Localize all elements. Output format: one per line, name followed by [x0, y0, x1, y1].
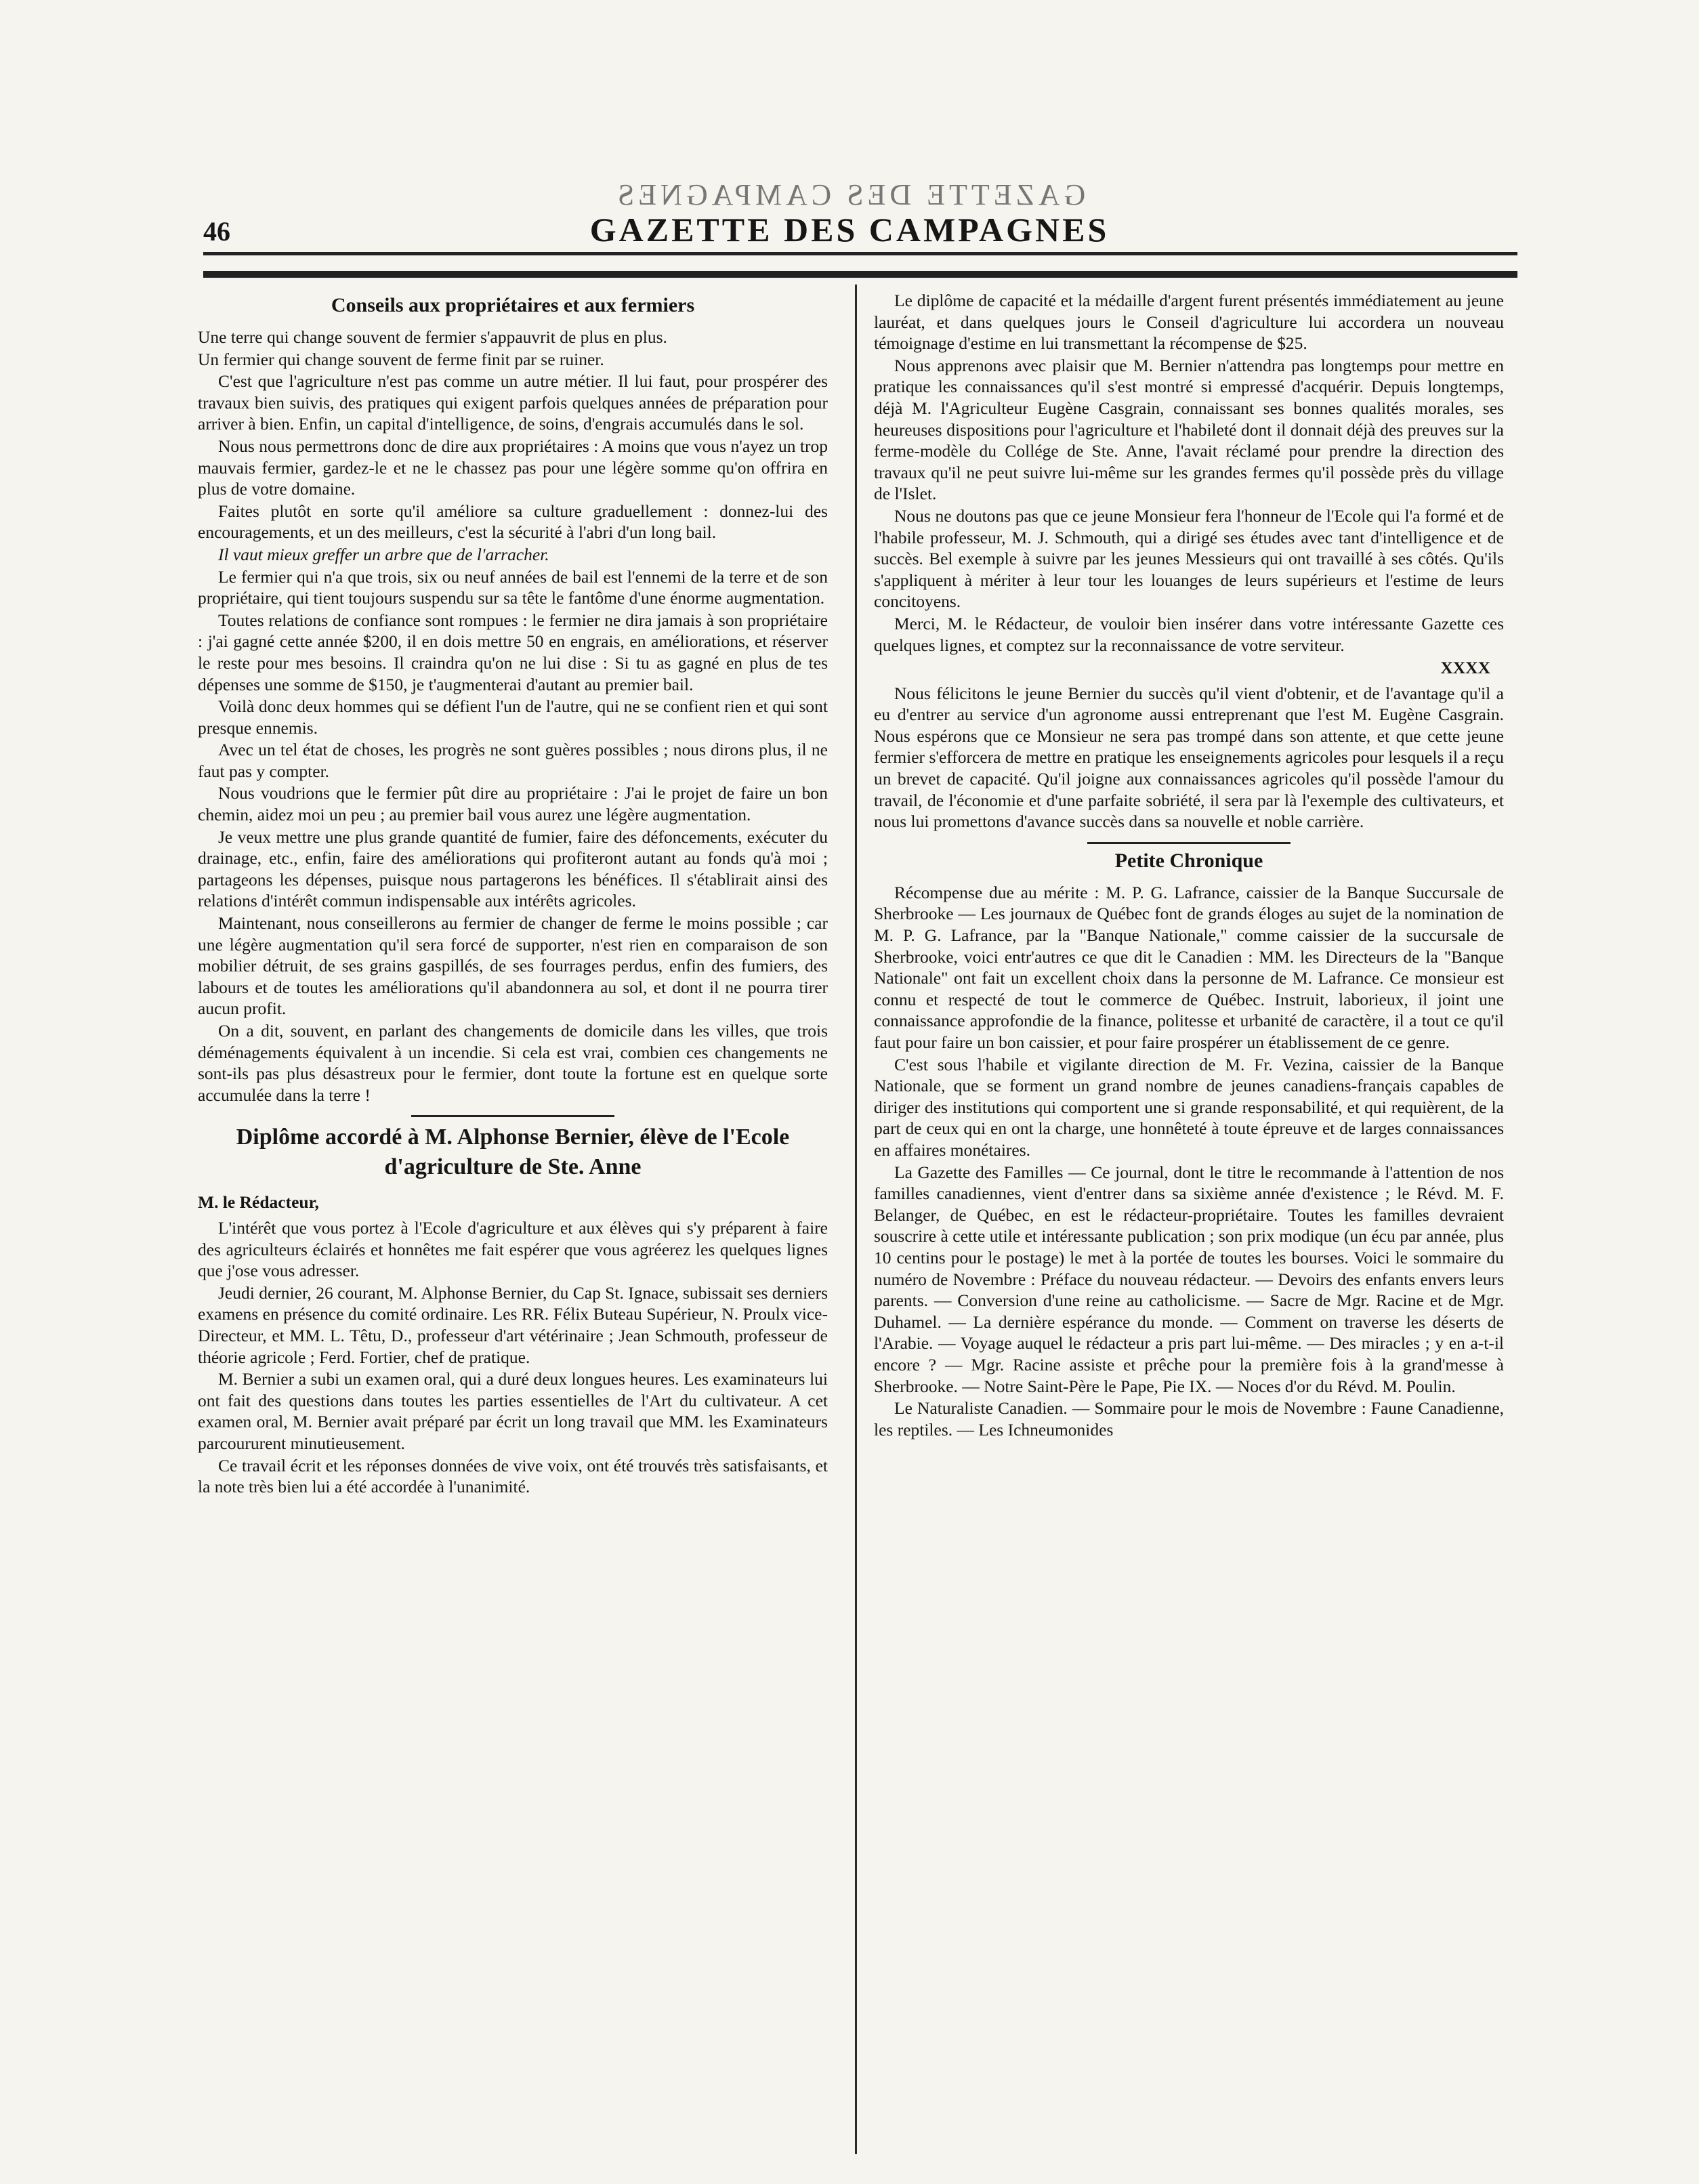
- paragraph: Jeudi dernier, 26 courant, M. Alphonse Bernier, du Cap St. Ignace, subissait ses derniers examens en présence du comité ordinaire. Les RR. Félix Buteau Supérieur, N. Proulx vice-Directeur, et MM. L. Têtu, D., professeur d'art vétérinaire ; Jean Schmouth, professeur de théorie agricole ; Ferd. Fortier, chef de pratique.: [198, 1282, 828, 1367]
- paragraph: Nous apprenons avec plaisir que M. Bernier n'attendra pas longtemps pour mettre en pratique les connaissances qu'il s'est montré si empressé d'acquérir. Depuis longtemps, déjà M. l'Agriculteur Eugène Casgrain, connaissant ses bonnes qualités morales, ses heureuses dispositions pour l'agriculture et l'habileté dont il donnait déjà des preuves sur la ferme-modèle du Collége de Ste. Anne, l'avait réclamé pour prendre la direction des travaux qu'il ne peut suivre lui-même sur les grandes fermes qu'il possède près du village de l'Islet.: [874, 355, 1504, 504]
- paragraph: Un fermier qui change souvent de ferme finit par se ruiner.: [198, 349, 604, 369]
- paragraph: Merci, M. le Rédacteur, de vouloir bien insérer dans votre intéressante Gazette ces quelques lignes, et comptez sur la reconnaissance de votre serviteur.: [874, 613, 1504, 655]
- article-title-diplome: Diplôme accordé à M. Alphonse Bernier, élève de l'Ecole d'agriculture de Ste. Anne: [236, 1125, 790, 1180]
- paragraph: Nous ne doutons pas que ce jeune Monsieur fera l'honneur de l'Ecole qui l'a formé et de l'habile professeur, M. J. Schmouth, qui a dirigé ses études avec tant d'intelligence et de succès. Bel exemple à suivre par les jeunes Messieurs qui ont travaillé à ses côtés. Qu'ils s'appliquent à mériter à leur tour les louanges de leurs supérieurs et l'estime de leurs concitoyens.: [874, 505, 1504, 612]
- paragraph: La Gazette des Familles — Ce journal, dont le titre le recommande à l'attention de nos familles canadiennes, vient d'entrer dans sa sixième année d'existence ; le Révd. M. F. Belanger, de Québec, en est le rédacteur-propriétaire. Toutes les familles devraient souscrire à cette utile et intéressante publication ; son prix modique (un écu par année, plus 10 centins pour le postage) le met à la portée de toutes les bourses. Voici le sommaire du numéro de Novembre : Préface du nouveau rédacteur. — Devoirs des enfants envers leurs parents. — Conversion d'une reine au catholicisme. — Sacre de Mgr. Racine et de Mgr. Duhamel. — La dernière espérance du monde. — Comment on traverse les déserts de l'Arabie. — Voyage auquel le rédacteur a pris part lui-même. — Des miracles ; y en a-t-il encore ? — Mgr. Racine assiste et prêche pour la première fois à la grand'messe à Sherbrooke. — Notre Saint-Père le Pape, Pie IX. — Noces d'or du Révd. M. Poulin.: [874, 1162, 1504, 1396]
- paragraph: Le fermier qui n'a que trois, six ou neuf années de bail est l'ennemi de la terre et de son propriétaire, qui tient toujours suspendu sur sa tête le fantôme d'une énorme augmentation.: [198, 566, 828, 608]
- masthead-title: GAZETTE DES CAMPAGNES: [589, 211, 1110, 249]
- editorial-note: Nous félicitons le jeune Bernier du succès qu'il vient d'obtenir, et de l'avantage qu'il a eu d'entrer au service d'un agronome aussi entreprenant que l'est M. Eugène Casgrain. Nous espérons que ce Monsieur ne sera pas trompé dans son attente, et que cette jeune fermier s'efforcera de mettre en pratique les enseignements agricoles pour lesquels il a reçu un brevet de capacité. Qu'il joigne aux connaissances agricoles qu'il possède l'amour du travail, de l'économie et d'une parfaite sobriété, il sera par là l'exemple des cultivateurs, et nous lui promettons d'avance succès dans sa nouvelle et noble carrière.: [874, 683, 1504, 832]
- paragraph: Ce travail écrit et les réponses données de vive voix, ont été trouvés très satisfaisants, et la note très bien lui a été accordée à l'unanimité.: [198, 1455, 828, 1497]
- page-number: 46: [203, 216, 230, 247]
- bleed-through-title: GAZETTE DES CAMPAGNES: [613, 178, 1086, 211]
- header-double-rule: [203, 271, 1517, 278]
- paragraph: Maintenant, nous conseillerons au fermier de changer de ferme le moins possible ; car une légère augmentation qu'il sera forcé de supporter, n'est rien en comparaison de son mobilier détruit, de ses grains gaspillés, de ses fourrages perdus, enfin des fumiers, des labours et de toutes les améliorations qu'il abandonnera au sol, et dont il ne pourra tirer aucun profit.: [198, 913, 828, 1019]
- paragraph: C'est sous l'habile et vigilante direction de M. Fr. Vezina, caissier de la Banque Nationale, que se forment un grand nombre de jeunes canadiens-français capables de diriger des institutions qui comportent une si grande responsabilité, et qui requièrent, de la part de ceux qui en ont la charge, une honnêteté à toute épreuve et de larges connaissances en affaires monétaires.: [874, 1054, 1504, 1160]
- right-column: [874, 290, 1504, 2146]
- article-title-conseils: Conseils aux propriétaires et aux fermiers: [331, 294, 695, 316]
- paragraph: Nous nous permettrons donc de dire aux propriétaires : A moins que vous n'ayez un trop mauvais fermier, gardez-le et ne le chassez pas pour une légère somme qu'on offrira en plus de votre domaine.: [198, 436, 828, 499]
- paragraph: Nous voudrions que le fermier pût dire au propriétaire : J'ai le projet de faire un bon chemin, aidez moi un peu ; au premier bail vous aurez une légère augmentation.: [198, 783, 828, 825]
- paragraph: Le Naturaliste Canadien. — Sommaire pour le mois de Novembre : Faune Canadienne, les reptiles. — Les Ichneumonides: [874, 1398, 1504, 1440]
- section-rule: [411, 1115, 614, 1117]
- paragraph: Une terre qui change souvent de fermier s'appauvrit de plus en plus.: [198, 327, 667, 347]
- paragraph: Le diplôme de capacité et la médaille d'argent furent présentés immédiatement au jeune lauréat, et dans quelques jours le Conseil d'agriculture lui accordera un nouveau témoignage d'estime en lui transmettant la récompense de $25.: [874, 291, 1504, 354]
- paragraph: Faites plutôt en sorte qu'il améliore sa culture graduellement : donnez-lui des encouragements, et un des meilleurs, c'est la sécurité à l'abri d'un long bail.: [198, 501, 828, 543]
- salutation: M. le Rédacteur,: [198, 1192, 319, 1213]
- paragraph: Voilà donc deux hommes qui se défient l'un de l'autre, qui ne se confient rien et qui sont presque ennemis.: [198, 696, 828, 738]
- paragraph: L'intérêt que vous portez à l'Ecole d'agriculture et aux élèves qui s'y préparent à faire des agriculteurs éclairés et honnêtes me fait espérer que vous agréerez les quelques lignes que j'ose vous adresser.: [198, 1217, 828, 1281]
- paragraph: Je veux mettre une plus grande quantité de fumier, faire des défoncements, exécuter du drainage, etc., enfin, faire des améliorations qui profiteront autant au fonds qu'à moi ; partageons les dépenses, puisque nous partagerons les bénéfices. Il s'établirait ainsi des relations d'intérêt commun indispensable aux intérêts agricoles.: [198, 826, 828, 911]
- left-column: [198, 290, 828, 2146]
- section-title-chronique: Petite Chronique: [1114, 849, 1263, 872]
- paragraph: Toutes relations de confiance sont rompues : le fermier ne dira jamais à son propriétaire : j'ai gagné cette année $200, il en dois mettre 50 en engrais, en améliorations, et réserver le reste pour mes besoins. Il craindra qu'on ne lui dise : Si tu as gagné en plus de tes dépenses une somme de $150, je t'augmenterai d'autant au premier bail.: [198, 610, 828, 694]
- paragraph: On a dit, souvent, en parlant des changements de domicile dans les villes, que trois déménagements équivalent à un incendie. Si cela est vrai, combien ces changements ne sont-ils pas plus désastreux pour le fermier, dont toute la fortune est en quelque sorte accumulée dans la terre !: [198, 1021, 828, 1105]
- paragraph: C'est que l'agriculture n'est pas comme un autre métier. Il lui faut, pour prospérer des travaux bien suivis, des pratiques qui exigent parfois quelques années de préparation pour arriver à bien. Enfin, un capital d'intelligence, de soins, d'engrais accumulés dans le sol.: [198, 371, 828, 434]
- paragraph: Il vaut mieux greffer un arbre que de l'arracher.: [218, 544, 549, 564]
- paragraph: Récompense due au mérite : M. P. G. Lafrance, caissier de la Banque Succursale de Sherbrooke — Les journaux de Québec font de grands éloges au sujet de la nomination de M. P. G. Lafrance, par la "Banque Nationale," comme caissier de la succursale de Sherbrooke, voici entr'autres ce que dit le Canadien : MM. les Directeurs de la "Banque Nationale" ont fait un excellent choix dans la personne de M. Lafrance. Ce monsieur est connu et respecté de tout le commerce de Québec. Instruit, laborieux, il joint une connaissance approfondie de la finance, politesse et urbanité de caractère, il a tout ce qu'il faut pour faire un bon caissier, et pour faire prospérer un établissement de ce genre.: [874, 882, 1504, 1052]
- signature: XXXX: [1440, 658, 1490, 678]
- paragraph: Avec un tel état de choses, les progrès ne sont guères possibles ; nous dirons plus, il ne faut pas y compter.: [198, 740, 828, 781]
- header-rule: [203, 252, 1517, 255]
- paragraph: M. Bernier a subi un examen oral, qui a duré deux longues heures. Les examinateurs lui ont fait des questions dans toutes les parties essentielles de l'Art du cultivateur. A cet examen oral, M. Bernier avait préparé par écrit un long travail que MM. les Examinateurs parcoururent minutieusement.: [198, 1369, 828, 1453]
- column-separator: [855, 285, 857, 2154]
- section-rule: [1087, 842, 1291, 844]
